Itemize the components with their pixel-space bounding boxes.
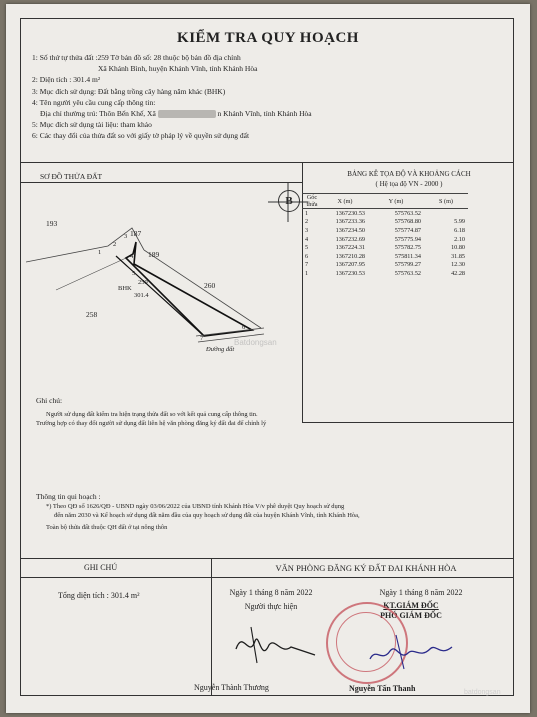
parcel-info [32, 52, 512, 142]
table-row [302, 269, 468, 278]
date-left: Ngày 1 tháng 8 năm 2022 [229, 588, 313, 597]
vertex-label: 3 [124, 233, 128, 240]
table-row [302, 209, 468, 218]
table-cell: 31.85 [451, 252, 465, 260]
table-row [302, 218, 468, 227]
divider [302, 422, 514, 423]
table-cell: 2.10 [454, 235, 465, 243]
vertex-label: 4 [130, 253, 134, 260]
divider [20, 577, 514, 578]
parcel-label: 260 [204, 281, 216, 290]
table-cell: 1367230.53 [335, 269, 365, 277]
coord-subtitle: ( Hệ tọa độ VN - 2000 ) [375, 180, 443, 188]
diagram-label: SƠ ĐỒ THỬA ĐẤT [40, 172, 103, 181]
info-line-4b [32, 108, 512, 119]
redaction-block [158, 110, 216, 118]
table-cell: 4 [305, 235, 309, 243]
column-header: Góc thửa [302, 194, 322, 209]
column-header: S (m) [424, 194, 468, 209]
vertex-label: 7 [200, 335, 204, 342]
table-cell: 42.28 [451, 269, 465, 277]
table-cell: 6 [305, 252, 309, 260]
info-line-4: 4: Tên người yêu cầu cung cấp thông tin: [32, 97, 156, 107]
info-line-6: 6: Các thay đổi của thửa đất so với giấy tờ pháp lý về quyền sử dụng đất [32, 131, 250, 141]
planning-label: Thông tin qui hoạch : [36, 492, 101, 501]
director-name: Nguyễn Tấn Thanh [349, 684, 416, 693]
table-cell: 575799.27 [394, 261, 421, 269]
table-cell: 1367207.95 [335, 261, 365, 269]
notes-line-2: Trường hợp có thay đổi người sử dụng đất liên hệ văn phòng đăng ký đất đai để chỉnh lý [36, 420, 267, 427]
vertex-label: 1 [98, 249, 102, 256]
signature-right [366, 629, 456, 674]
info-line-5: 5: Mục đích sử dụng tài liệu: tham khảo [32, 120, 152, 130]
parcel-label: 259 [138, 279, 148, 286]
table-cell [424, 209, 468, 218]
table-cell: 7 [305, 261, 309, 269]
signature-left [231, 619, 321, 669]
vertex-label: 5 [132, 270, 136, 277]
table-row [302, 243, 468, 252]
coord-title [309, 169, 509, 189]
notes-section [36, 396, 266, 429]
table-cell: 5 [305, 244, 309, 252]
divider [211, 558, 212, 696]
coordinate-table [302, 193, 468, 278]
page-title: KIỂM TRA QUY HOẠCH [177, 30, 359, 46]
director-title-1: KT.GIÁM ĐỐC [383, 601, 439, 610]
divider [20, 162, 514, 163]
table-cell: 1367232.69 [335, 235, 365, 243]
column-header: Y (m) [368, 194, 424, 209]
notes-label: Ghi chú: [36, 396, 63, 405]
vertex-label: 6 [242, 324, 246, 331]
table-row [302, 226, 468, 235]
table-header-row [302, 194, 468, 209]
neighbour-boundary [56, 258, 126, 290]
divider [20, 558, 514, 559]
table-cell: 1367234.50 [335, 226, 365, 234]
info-line-1: 1: Số thứ tự thửa đất :259 Tờ bản đồ số: 28 thuộc bộ bản đồ địa chính [32, 53, 241, 62]
document-page [6, 4, 530, 713]
executor-name: Nguyễn Thành Thương [194, 683, 269, 692]
table-cell: 1 [305, 269, 309, 277]
table-row [302, 235, 468, 244]
table-cell: 575774.87 [394, 226, 421, 234]
address-part-1: Địa chỉ thường trú: Thôn Bến Khế, Xã [40, 109, 156, 119]
table-cell: 575768.80 [394, 218, 421, 226]
info-line-3: 3: Mục đích sử dụng: Đất bằng trồng cây hàng năm khác (BHK) [32, 86, 226, 96]
table-row [302, 261, 468, 270]
parcel-code: BHK [118, 285, 132, 292]
road-edge [196, 328, 264, 336]
watermark-text: Batdongsan [234, 338, 277, 347]
table-cell: 6.18 [454, 226, 465, 234]
info-line-2: 2: Diện tích : 301.4 m² [32, 75, 101, 85]
north-arrow-icon: B [278, 190, 300, 212]
watermark-text: batdongsan [464, 689, 501, 696]
planning-line-2: đến năm 2030 và Kế hoạch sử dụng đất năm đầu của quy hoạch sử dụng đất của huyện Khánh Vĩnh, tỉnh Khánh Hòa, [54, 512, 360, 519]
table-cell: 3 [305, 226, 309, 234]
neighbour-boundary [144, 250, 261, 328]
parcel-area: 301.4 [134, 292, 149, 299]
date-right: Ngày 1 tháng 8 năm 2022 [379, 588, 463, 597]
notes-line-1: Người sử dụng đất kiểm tra hiện trạng thửa đất so với kết quả cung cấp thông tin. [46, 410, 258, 418]
office-header: VĂN PHÒNG ĐĂNG KÝ ĐẤT ĐAI KHÁNH HÒA [275, 563, 457, 573]
planning-line-3: Toàn bộ thửa đất thuộc QH đất ở tại nông thôn [46, 523, 168, 531]
planning-line-1: *) Theo QĐ số 1626/QĐ - UBND ngày 03/06/2022 của UBND tỉnh Khánh Hòa V/v phê duyệt Quy hoạch sử dụng [46, 502, 345, 510]
executor-label: Người thực hiện [244, 602, 298, 611]
table-cell: 575763.52 [394, 209, 421, 217]
vertex-label: 2 [113, 241, 117, 248]
table-cell: 5.99 [454, 218, 465, 226]
parcel-label: 189 [148, 250, 160, 259]
column-header: X (m) [322, 194, 368, 209]
table-cell: 575763.52 [394, 269, 421, 277]
address-part-2: n Khánh Vĩnh, tỉnh Khánh Hòa [217, 109, 312, 119]
parcel-label: 258 [86, 310, 98, 319]
table-cell: 10.80 [451, 244, 465, 252]
info-line-1b: Xã Khánh Bình, huyện Khánh Vĩnh, tỉnh Khánh Hòa [98, 64, 258, 74]
table-cell: 1367230.53 [335, 209, 365, 217]
table-cell: 1367224.31 [335, 244, 365, 252]
table-cell: 2 [305, 218, 309, 226]
divider [20, 182, 302, 183]
table-cell: 575782.75 [394, 244, 421, 252]
parcel-label: 187 [130, 229, 142, 238]
table-cell: 1367210.28 [335, 252, 365, 260]
table-cell: 12.30 [451, 261, 465, 269]
table-cell: 575775.94 [394, 235, 421, 243]
total-area: Tổng diện tích : 301.4 m² [58, 591, 140, 600]
director-title-2: PHÓ GIÁM ĐỐC [380, 611, 442, 620]
table-cell: 1367233.36 [335, 218, 365, 226]
parcel-label: 193 [46, 219, 58, 228]
table-cell: 575811.34 [394, 252, 421, 260]
coord-title-text: BẢNG KÊ TỌA ĐỘ VÀ KHOẢNG CÁCH [347, 170, 471, 178]
table-cell: 1 [305, 209, 309, 217]
road-label: Đường đất [206, 346, 235, 353]
table-row [302, 252, 468, 261]
footer-note-header: GHI CHÚ [84, 563, 118, 572]
planning-section [36, 492, 360, 532]
